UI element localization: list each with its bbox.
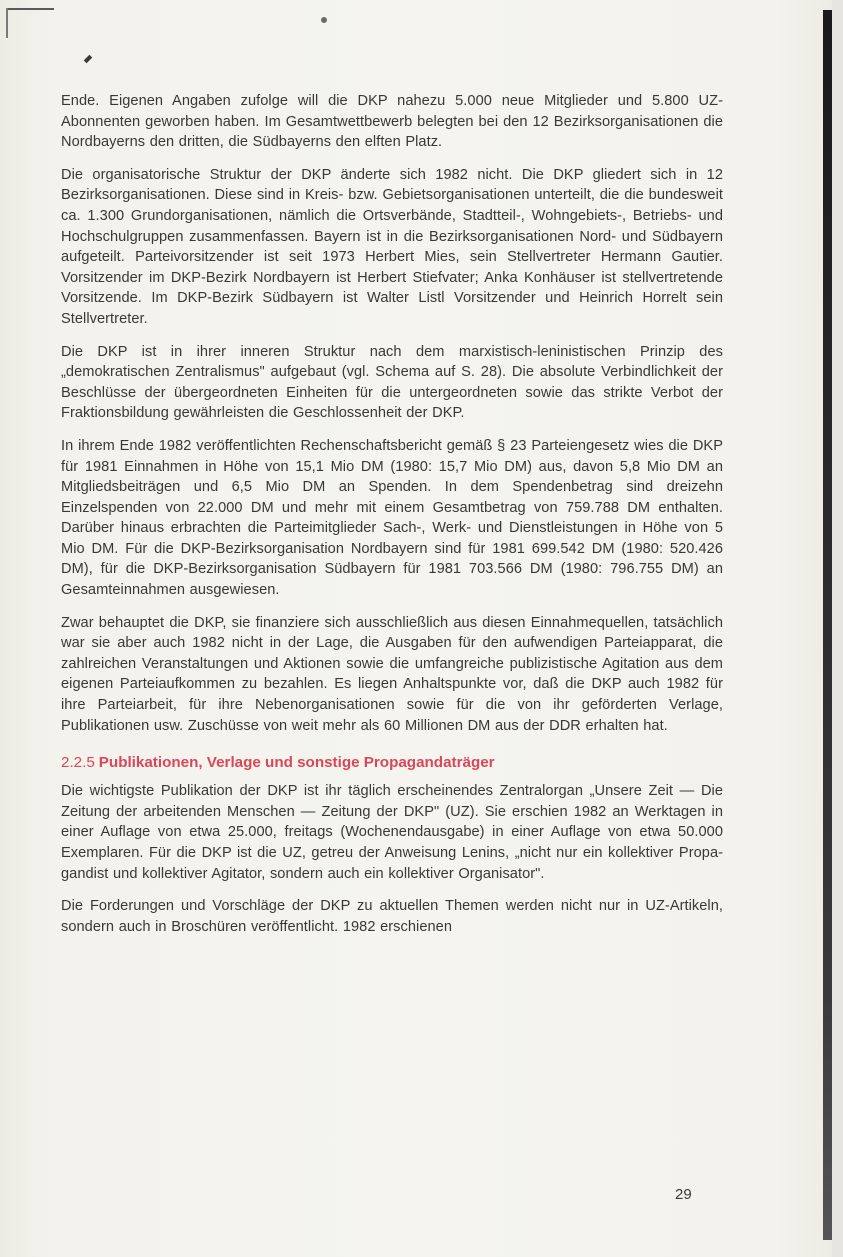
page-number: 29 [675, 1186, 692, 1203]
paragraph: Die DKP ist in ihrer inneren Struktur nach dem marxistisch-leninistischen Prinzip des „demokratischen Zentralismus" aufgebaut (vgl. Schema auf S. 28). Die absolute Verbindlichkeit der Beschlüsse der übergeordneten Einheiten für die untergeordneten sowie das strikte Verbot der Fraktionsbildung gewährleisten die Geschlossenheit der DKP. [61, 343, 723, 422]
scan-speck [321, 17, 327, 23]
scan-speck-mark [84, 55, 92, 63]
page-edge [832, 0, 843, 1257]
section-heading [61, 753, 723, 773]
scan-corner-mark [6, 8, 54, 10]
scan-corner-mark-vertical [6, 8, 8, 38]
paragraph: Die wichtigste Publikation der DKP ist ihr täglich erscheinendes Zentralorgan „Unsere Zeit — Die Zeitung der arbeitenden Menschen — Zeitung der DKP" (UZ). Sie erschien 1982 an Werktagen in einer Auflage von etwa 25.000, freitags (Wochenendausgabe) in einer Auflage von etwa 50.000 Exemplaren. Für die DKP ist die UZ, getreu der Anweisung Lenins, „nicht nur ein kollektiver Propagandist und kollektiver Agitator, sondern auch ein kollektiver Organisator". [61, 783, 723, 882]
paragraph: Ende. Eigenen Angaben zufolge will die DKP nahezu 5.000 neue Mitglieder und 5.800 UZ-Abonnenten geworben haben. Im Gesamtwettbewerb belegten bei den 12 Bezirksorganisationen die Nordbayerns den dritten, die Südbayerns den elften Platz. [61, 93, 723, 151]
body-text [61, 91, 723, 949]
paragraph: Die Forderungen und Vorschläge der DKP zu aktuellen Themen werden nicht nur in UZ-Artikeln, sondern auch in Broschüren veröffentlicht. 1982 erschienen [61, 898, 723, 935]
section-title: Publikationen, Verlage und sonstige Propagandaträger [98, 754, 495, 772]
section-number: 2.2.5 [61, 754, 95, 772]
paragraph: Die organisatorische Struktur der DKP änderte sich 1982 nicht. Die DKP gliedert sich in 12 Bezirksorganisationen. Diese sind in Kreis- bzw. Gebietsorganisationen unterteilt, die die bundesweit ca. 1.300 Grundorganisationen, nämlich die Ortsverbände, Stadtteil-, Wohngebiets-, Betriebs- und Hochschulgruppen zusammenfassen. Bayern ist in die Bezirksorganisationen Nord- und Südbayern aufgeteilt. Parteivorsitzender ist seit 1973 Herbert Mies, sein Stellvertreter Hermann Gautier. Vorsitzender im DKP-Bezirk Nordbayern ist Herbert Stiefvater; Anka Konhäuser ist stellvertretende Vorsitzende. Im DKP-Bezirk Südbayern ist Walter Listl Vorsitzender und Heinrich Horrelt sein Stellvertreter. [61, 166, 723, 327]
paragraph: In ihrem Ende 1982 veröffentlichten Rechenschaftsbericht gemäß § 23 Parteiengesetz wies die DKP für 1981 Einnahmen in Höhe von 15,1 Mio DM (1980: 15,7 Mio DM) aus, davon 5,8 Mio DM an Mitgliedsbeiträgen und 6,5 Mio DM an Spenden. In dem Spendenbetrag sind dreizehn Einzelspenden von 22.000 DM und mehr mit einem Gesamtbetrag von 759.788 DM enthalten. Darüber hinaus erbrachten die Parteimitglieder Sach-, Werk- und Dienstleistungen in Höhe von 5 Mio DM. Für die DKP-Bezirksorganisation Nordbayern sind für 1981 699.542 DM (1980: 520.426 DM), für die DKP-Bezirksorganisation Südbayern für 1981 703.566 DM (1980: 796.755 DM) an Gesamteinnahmen ausgewiesen. [61, 437, 723, 599]
binding-shadow [823, 10, 832, 1240]
paragraph: Zwar behauptet die DKP, sie finanziere sich ausschließlich aus diesen Einnahmequellen, tatsächlich war sie aber auch 1982 nicht in der Lage, die Ausgaben für den aufwendigen Parteiapparat, die zahlreichen Veranstaltungen und Aktionen sowie die umfangreiche publizistische Agitation aus dem eigenen Parteiaufkommen zu bezahlen. Es liegen Anhaltspunkte vor, daß die DKP auch 1982 für ihre Parteiarbeit, für ihre Nebenorganisationen sowie für die von ihr geförderten Verlage, Publikationen usw. Zuschüsse von weit mehr als 60 Millionen DM aus der DDR erhalten hat. [61, 614, 723, 734]
